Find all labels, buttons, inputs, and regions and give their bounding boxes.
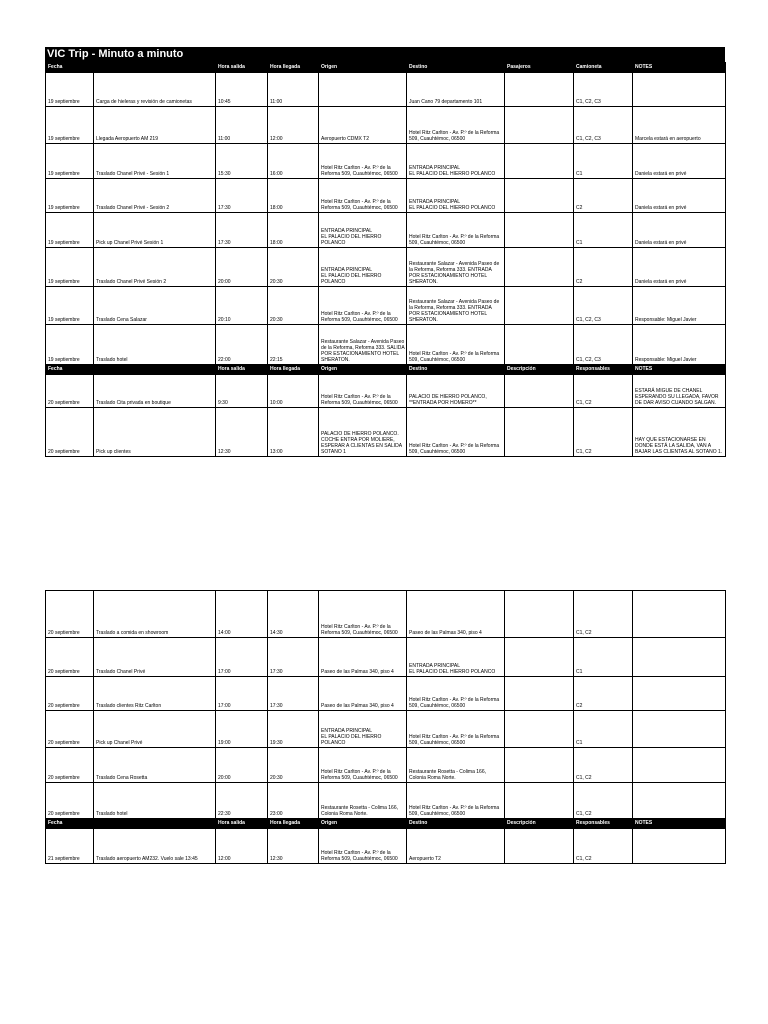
table-cell: 20:30 xyxy=(268,248,319,287)
table-header-row xyxy=(46,365,726,375)
table-cell: 15:30 xyxy=(216,144,268,179)
table-cell: 22:00 xyxy=(216,325,268,365)
table-cell xyxy=(505,287,574,325)
column-header: Fecha xyxy=(46,63,94,73)
table-cell: Traslado Cena Rosetta xyxy=(94,748,216,783)
table-cell: Aeropuerto CDMX T2 xyxy=(319,107,407,144)
table-cell xyxy=(505,638,574,677)
table-cell: Hotel Ritz Carlton - Av. P.º de la Reforma 509, Cuauhtémoc, 06500 xyxy=(319,748,407,783)
table-cell: Hotel Ritz Carlton - Av. P.º de la Reforma 509, Cuauhtémoc, 06500 xyxy=(319,375,407,408)
column-header xyxy=(94,365,216,375)
table-cell: 21 septiembre xyxy=(46,829,94,864)
column-header: Hora salida xyxy=(216,365,268,375)
column-header: NOTES xyxy=(633,63,726,73)
table-row xyxy=(46,748,726,783)
table-cell: Hotel Ritz Carlton - Av. P.º de la Reforma 509, Cuauhtémoc, 06500 xyxy=(407,783,505,819)
table-row xyxy=(46,144,726,179)
table-cell: Traslado Cita privada en boutique xyxy=(94,375,216,408)
table-cell: Daniela estará en privé xyxy=(633,144,726,179)
column-header: Destino xyxy=(407,365,505,375)
table-cell: C1 xyxy=(574,638,633,677)
column-header: Descripción xyxy=(505,819,574,829)
table-cell: C1 xyxy=(574,213,633,248)
table-cell: 19 septiembre xyxy=(46,144,94,179)
column-header: Descripción xyxy=(505,365,574,375)
table-row xyxy=(46,179,726,213)
table-cell xyxy=(633,73,726,107)
table-cell: C1, C2, C3 xyxy=(574,287,633,325)
table-cell: 12:00 xyxy=(216,829,268,864)
table-cell xyxy=(633,677,726,711)
table-cell: 20 septiembre xyxy=(46,375,94,408)
table-cell: Marcela estará en aeropuerto xyxy=(633,107,726,144)
table-cell: Traslado Chanel Privé Sesión 2 xyxy=(94,248,216,287)
table-cell: Hotel Ritz Carlton - Av. P.º de la Reforma 509, Cuauhtémoc, 06500 xyxy=(319,144,407,179)
table-cell: 20 septiembre xyxy=(46,748,94,783)
table-cell xyxy=(505,179,574,213)
table-cell xyxy=(505,248,574,287)
column-header: Destino xyxy=(407,63,505,73)
table-cell xyxy=(505,375,574,408)
table-cell xyxy=(505,829,574,864)
table-cell: PALACIO DE HIERRO POLANCO. COCHE ENTRA POR MOLIERE, ESPERAR A CLIENTAS EN SALIDA SOTANO 1 xyxy=(319,408,407,457)
table-cell: Traslado hotel xyxy=(94,783,216,819)
sheet-page-2 xyxy=(45,590,725,864)
table-cell: C1, C2 xyxy=(574,375,633,408)
table-cell: C2 xyxy=(574,248,633,287)
table-cell: C1, C2, C3 xyxy=(574,107,633,144)
table-cell xyxy=(505,408,574,457)
table-cell: 20 septiembre xyxy=(46,408,94,457)
table-cell: ENTRADA PRINCIPAL EL PALACIO DEL HIERRO POLANCO xyxy=(319,711,407,748)
table-row xyxy=(46,677,726,711)
table-cell: 17:30 xyxy=(268,677,319,711)
table-cell: Llegada Aeropuerto AM 219 xyxy=(94,107,216,144)
table-header-row xyxy=(46,63,726,73)
table-row xyxy=(46,248,726,287)
table-cell: Traslado aeropuerto AM232. Vuelo sale 13:45 xyxy=(94,829,216,864)
table-cell: C1, C2 xyxy=(574,783,633,819)
table-cell: Pick up Chanel Privé Sesión 1 xyxy=(94,213,216,248)
table-cell: Paseo de las Palmas 340, piso 4 xyxy=(319,638,407,677)
table-cell: Pick up Chanel Privé xyxy=(94,711,216,748)
table-cell: 11:00 xyxy=(216,107,268,144)
table-cell: Hotel Ritz Carlton - Av. P.º de la Reforma 509, Cuauhtémoc, 06500 xyxy=(407,711,505,748)
table-row xyxy=(46,829,726,864)
table-cell xyxy=(505,677,574,711)
table-cell: Restaurante Salazar - Avenida Paseo de la Reforma, Reforma 333. SALIDA POR ESTACIONAMIENTO HOTEL SHERATON. xyxy=(319,325,407,365)
table-cell: 19:30 xyxy=(268,711,319,748)
table-cell: Daniela estará en privé xyxy=(633,248,726,287)
schedule-table-1 xyxy=(45,62,726,457)
table-cell: C1, C2 xyxy=(574,829,633,864)
table-cell: ENTRADA PRINCIPAL EL PALACIO DEL HIERRO POLANCO xyxy=(407,179,505,213)
table-cell: 12:30 xyxy=(268,829,319,864)
table-cell: Carga de hieleras y revisión de camionetas xyxy=(94,73,216,107)
table-cell: 17:00 xyxy=(216,677,268,711)
table-cell: Hotel Ritz Carlton - Av. P.º de la Reforma 509, Cuauhtémoc, 06500 xyxy=(319,829,407,864)
table-cell: 23:00 xyxy=(268,783,319,819)
table-cell: 20:30 xyxy=(268,748,319,783)
table-cell: 19 septiembre xyxy=(46,287,94,325)
column-header: Fecha xyxy=(46,365,94,375)
table-cell: Aeropuerto T2 xyxy=(407,829,505,864)
column-header: Hora salida xyxy=(216,819,268,829)
table-cell: Paseo de las Palmas 340, piso 4 xyxy=(319,677,407,711)
column-header: Origen xyxy=(319,819,407,829)
table-cell: Traslado Chanel Privé xyxy=(94,638,216,677)
table-cell: Responsable: Miguel Javier xyxy=(633,287,726,325)
table-cell: Restaurante Rosetta - Colima 166, Colonia Roma Norte. xyxy=(319,783,407,819)
table-cell: ENTRADA PRINCIPAL EL PALACIO DEL HIERRO POLANCO xyxy=(407,144,505,179)
table-cell: Traslado hotel xyxy=(94,325,216,365)
table-cell: C1, C2 xyxy=(574,591,633,638)
table-cell: 20:30 xyxy=(268,287,319,325)
table-cell: Restaurante Salazar - Avenida Paseo de la Reforma, Reforma 333. ENTRADA POR ESTACIONAMIENTO HOTEL SHERATON. xyxy=(407,248,505,287)
table-cell xyxy=(633,748,726,783)
table-cell: 19 septiembre xyxy=(46,248,94,287)
table-cell: Hotel Ritz Carlton - Av. P.º de la Reforma 509, Cuauhtémoc, 06500 xyxy=(407,107,505,144)
table-cell: 22:30 xyxy=(216,783,268,819)
table-cell: 19:00 xyxy=(216,711,268,748)
table-cell xyxy=(633,591,726,638)
table-cell xyxy=(319,73,407,107)
table-cell: C1, C2 xyxy=(574,408,633,457)
table-cell: C1, C2 xyxy=(574,748,633,783)
column-header: Hora llegada xyxy=(268,819,319,829)
table-cell: 17:30 xyxy=(216,179,268,213)
table-cell: Pick up clientes xyxy=(94,408,216,457)
sheet-page-1 xyxy=(45,47,725,457)
table-cell: ENTRADA PRINCIPAL EL PALACIO DEL HIERRO POLANCO xyxy=(407,638,505,677)
table-cell xyxy=(633,711,726,748)
column-header xyxy=(94,819,216,829)
table-cell: Traslado Chanel Privé - Sesión 2 xyxy=(94,179,216,213)
table-cell: C2 xyxy=(574,677,633,711)
table-cell: PALACIO DE HIERRO POLANCO, **ENTRADA POR HOMERO** xyxy=(407,375,505,408)
table-cell: 22:15 xyxy=(268,325,319,365)
table-cell: C1, C2, C3 xyxy=(574,73,633,107)
table-row xyxy=(46,591,726,638)
table-cell: 19 septiembre xyxy=(46,325,94,365)
table-cell: Traslado Chanel Privé - Sesión 1 xyxy=(94,144,216,179)
table-cell xyxy=(505,73,574,107)
table-cell: Daniela estará en privé xyxy=(633,179,726,213)
table-cell: 10:00 xyxy=(268,375,319,408)
table-cell xyxy=(633,783,726,819)
column-header: Pasajeros xyxy=(505,63,574,73)
table-cell: Traslado a comida en showroom xyxy=(94,591,216,638)
table-cell: 18:00 xyxy=(268,179,319,213)
table-cell xyxy=(505,107,574,144)
table-cell: 19 septiembre xyxy=(46,179,94,213)
table-cell: HAY QUE ESTACIONARSE EN DONDE ESTÁ LA SALIDA, VAN A BAJAR LAS CLIENTAS AL SOTANO 1. xyxy=(633,408,726,457)
table-cell: 11:00 xyxy=(268,73,319,107)
table-row xyxy=(46,287,726,325)
table-row xyxy=(46,711,726,748)
table-cell: 17:30 xyxy=(216,213,268,248)
table-cell: Hotel Ritz Carlton - Av. P.º de la Reforma 509, Cuauhtémoc, 06500 xyxy=(319,179,407,213)
table-cell: 9:30 xyxy=(216,375,268,408)
table-cell: ENTRADA PRINCIPAL EL PALACIO DEL HIERRO POLANCO xyxy=(319,213,407,248)
sheet-title: VIC Trip - Minuto a minuto xyxy=(45,47,725,62)
table-cell: Hotel Ritz Carlton - Av. P.º de la Reforma 509, Cuauhtémoc, 06500 xyxy=(407,325,505,365)
table-row xyxy=(46,213,726,248)
table-cell: C1, C2, C3 xyxy=(574,325,633,365)
table-cell xyxy=(633,829,726,864)
column-header: NOTES xyxy=(633,365,726,375)
table-cell: Hotel Ritz Carlton - Av. P.º de la Reforma 509, Cuauhtémoc, 06500 xyxy=(319,591,407,638)
table-cell xyxy=(505,325,574,365)
table-cell: 20 septiembre xyxy=(46,677,94,711)
table-cell: 19 septiembre xyxy=(46,213,94,248)
table-cell: Paseo de las Palmas 340, piso 4 xyxy=(407,591,505,638)
schedule-table-2 xyxy=(45,590,726,864)
table-cell: 20 septiembre xyxy=(46,638,94,677)
table-row xyxy=(46,325,726,365)
table-cell xyxy=(505,213,574,248)
table-cell xyxy=(505,748,574,783)
column-header: Fecha xyxy=(46,819,94,829)
table-cell: Restaurante Rosetta - Colima 166, Colonia Roma Norte. xyxy=(407,748,505,783)
table-cell: 14:00 xyxy=(216,591,268,638)
column-header: Origen xyxy=(319,63,407,73)
table-cell: 19 septiembre xyxy=(46,107,94,144)
column-header: Hora llegada xyxy=(268,365,319,375)
table-cell: 20:00 xyxy=(216,248,268,287)
table-cell: 20:00 xyxy=(216,748,268,783)
table-row xyxy=(46,73,726,107)
table-cell: 14:30 xyxy=(268,591,319,638)
table-row xyxy=(46,783,726,819)
column-header: Destino xyxy=(407,819,505,829)
table-cell: Hotel Ritz Carlton - Av. P.º de la Reforma 509, Cuauhtémoc, 06500 xyxy=(407,677,505,711)
column-header: Responsables xyxy=(574,819,633,829)
column-header: Hora salida xyxy=(216,63,268,73)
table-cell: Restaurante Salazar - Avenida Paseo de la Reforma, Reforma 333. ENTRADA POR ESTACIONAMIENTO HOTEL SHERATON. xyxy=(407,287,505,325)
column-header: Responsables xyxy=(574,365,633,375)
table-cell: Juan Cano 79 departamento 101 xyxy=(407,73,505,107)
table-cell: Daniela estará en privé xyxy=(633,213,726,248)
table-cell: Responsable: Miguel Javier xyxy=(633,325,726,365)
table-cell xyxy=(505,711,574,748)
table-cell: 10:45 xyxy=(216,73,268,107)
table-cell: 20:10 xyxy=(216,287,268,325)
column-header: Camioneta xyxy=(574,63,633,73)
table-header-row xyxy=(46,819,726,829)
table-row xyxy=(46,408,726,457)
table-cell: 19 septiembre xyxy=(46,73,94,107)
table-cell xyxy=(505,144,574,179)
table-cell: 12:30 xyxy=(216,408,268,457)
table-cell: ESTARÁ MIGUE DE CHANEL ESPERANDO SU LLEGADA, FAVOR DE DAR AVISO CUANDO SALGAN. xyxy=(633,375,726,408)
table-cell: Traslado clientes Ritz Carlton xyxy=(94,677,216,711)
table-row xyxy=(46,375,726,408)
table-cell: Hotel Ritz Carlton - Av. P.º de la Reforma 509, Cuauhtémoc, 06500 xyxy=(319,287,407,325)
table-cell: 18:00 xyxy=(268,213,319,248)
table-cell: Hotel Ritz Carlton - Av. P.º de la Reforma 509, Cuauhtémoc, 06500 xyxy=(407,408,505,457)
column-header xyxy=(94,63,216,73)
table-cell: 17:30 xyxy=(268,638,319,677)
table-cell xyxy=(505,591,574,638)
table-cell: Traslado Cena Salazar xyxy=(94,287,216,325)
table-cell: C2 xyxy=(574,179,633,213)
table-row xyxy=(46,638,726,677)
table-cell: 17:00 xyxy=(216,638,268,677)
table-row xyxy=(46,107,726,144)
table-cell: 20 septiembre xyxy=(46,783,94,819)
table-cell: ENTRADA PRINCIPAL EL PALACIO DEL HIERRO POLANCO xyxy=(319,248,407,287)
table-cell xyxy=(505,783,574,819)
table-cell: 20 septiembre xyxy=(46,711,94,748)
column-header: NOTES xyxy=(633,819,726,829)
table-cell: C1 xyxy=(574,144,633,179)
table-cell xyxy=(633,638,726,677)
table-cell: 13:00 xyxy=(268,408,319,457)
column-header: Hora llegada xyxy=(268,63,319,73)
table-cell: 16:00 xyxy=(268,144,319,179)
table-cell: C1 xyxy=(574,711,633,748)
table-cell: 20 septiembre xyxy=(46,591,94,638)
column-header: Origen xyxy=(319,365,407,375)
table-cell: Hotel Ritz Carlton - Av. P.º de la Reforma 509, Cuauhtémoc, 06500 xyxy=(407,213,505,248)
table-cell: 12:00 xyxy=(268,107,319,144)
